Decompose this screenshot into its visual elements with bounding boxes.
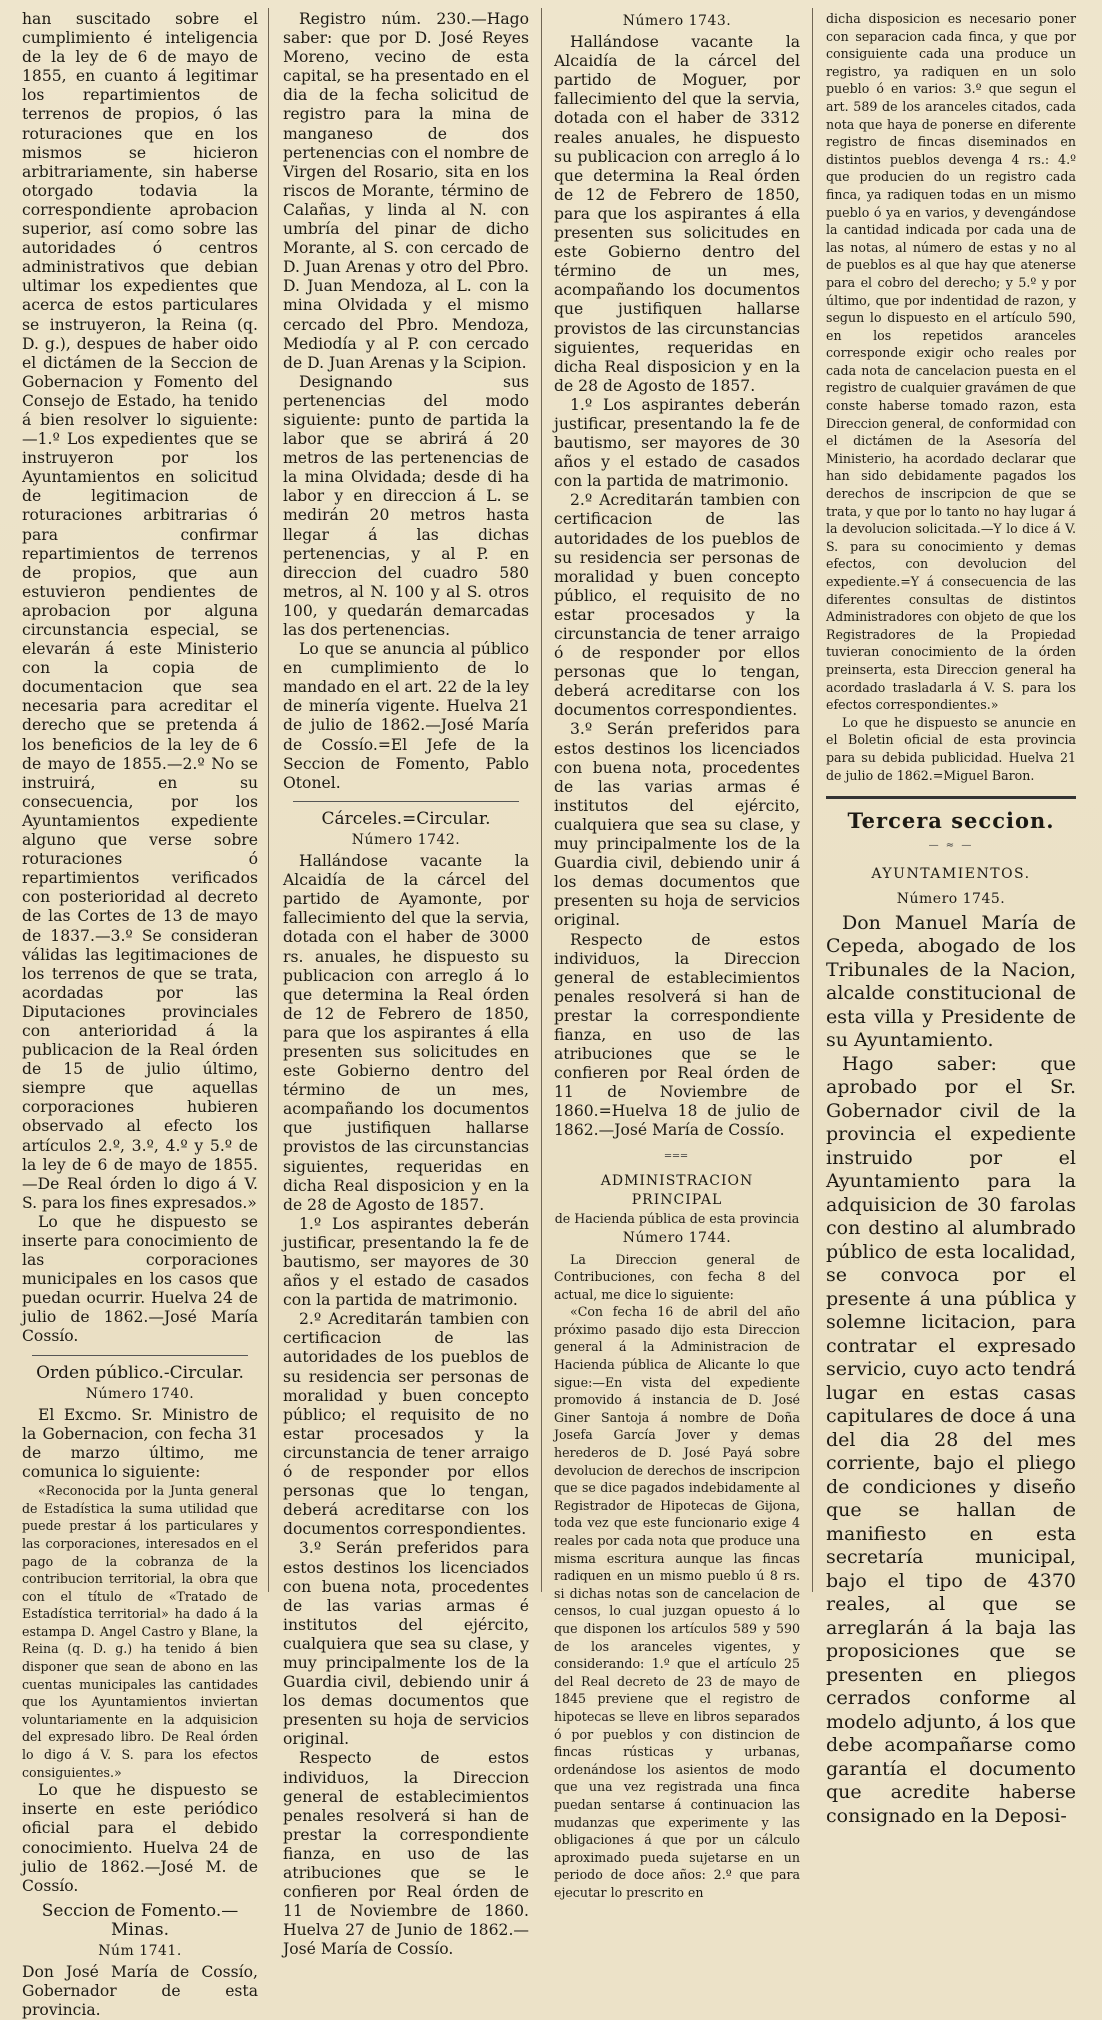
article-text: han suscitado sobre el cumplimiento é inteligencia de la ley de 6 de mayo de 1855, en cuanto á legitimar los repartimientos de terrenos de propios, ó las roturaciones que en los mismos se hicieron arbitrariamente, sin haberse otorgado todavia la correspondiente aprobacion superior, así como sobre las autoridades ó centros administrativos que debian ultimar los expedientes que acerca de estos particulares se instruyeron, la Reina (q. D. g.), despues de haber oido el dictámen de la Seccion de Gobernacion y Fomento del Consejo de Estado, ha tenido á bien resolver lo siguiente: —1.º Los expedientes que se instruyeron por los Ayuntamientos en solicitud de legitimacion de roturaciones arbitrarias ó para confirmar repartimientos de terrenos de propios, que aun estuvieron pendientes de aprobacion por alguna circunstancia especial, se elevarán á este Ministerio con la copia de documentacion que sea necesaria para acreditar el derecho que se pretenda á los beneficios de la ley de 6 de mayo de 1855.—2.º No se instruirá, en su consecuencia, por los Ayuntamientos expediente alguno que verse sobre roturaciones ó repartimientos verificados con posterioridad al decreto de las Cortes de 13 de mayo de 1837.—3.º Se consideran válidas las legitimaciones de los terrenos de que se trata, acordadas por las Diputaciones provinciales con anterioridad á la publicacion de la Real órden de 15 de julio último, siempre que aquellas corporaciones hubieren observado al efecto los artículos 2.º, 3.º, 4.º y 5.º de la ley de 6 de mayo de 1855.—De Real órden lo digo á V. S. para los fines expresados.» — [22, 10, 258, 1212]
item-number: Número 1742. — [351, 831, 461, 848]
article-text: Hago saber: que aprobado por el Sr. Gobernador civil de la provincia el expediente instruido por el Ayuntamiento para la adquisicion de 30 farolas con destino al alumbrado público de esta localidad, se convoca por el presente á una pública y solemne licitacion, para contratar el expresado servicio, cuyo acto tendrá lugar en estas casas capitulares de doce á una del dia 28 del mes corriente, bajo el pliego de condiciones y diseño que se hallan de manifiesto en esta secretaría municipal, bajo el tipo de 4370 reales, al que se arreglarán á la baja las proposiciones que se presenten en pliegos cerrados conforme al modelo adjunto, á los que debe acompañarse como garantía el documento que acredite haberse consignado en la Deposi- — [826, 1052, 1076, 1827]
separator — [293, 801, 519, 802]
item-number: Número 1745. — [896, 891, 1006, 908]
article-text: 1.º Los aspirantes deberán justificar, presentando la fe de bautismo, ser mayores de 30 años y el estado de casados con la partida de matrimonio. — [554, 395, 800, 491]
section-heading: ADMINISTRACION PRINCIPAL — [600, 1172, 754, 1208]
column-rule — [541, 8, 542, 1592]
section-subheading: AYUNTAMIENTOS. — [871, 866, 1031, 883]
ornament-rule: ═══ — [664, 1150, 690, 1162]
article-text: Lo que he dispuesto se inserte para conocimiento de las corporaciones municipales en los casos que puedan ocurrir. Huelva 24 de julio de 1862.—José María Cossío. — [22, 1212, 258, 1346]
column-3 — [554, 10, 800, 1900]
article-text: Don José María de Cossío, Gobernador de esta provincia. — [22, 1963, 258, 2020]
article-text: Hallándose vacante la Alcaidía de la cárcel del partido de Moguer, por fallecimiento del que la servia, dotada con el haber de 3312 reales anuales, he dispuesto su publicacion con arreglo á lo que determina la Real órden de 12 de Febrero de 1850, para que los aspirantes á ella presenten sus solicitudes en este Gobierno dentro del término de un mes, acompañando los documentos que justifiquen hallarse provistos de las circunstancias siguientes, requeridas en dicha Real disposicion y en la de 28 de Agosto de 1857. — [554, 33, 800, 395]
article-text: Designando sus pertenencias del modo siguiente: punto de partida la labor que se abrirá á 20 metros de las pertenencias de la mina Olvidada; desde di ha labor y en direccion á L. se medirán 20 metros hasta llegar á las dichas pertenencias, y al P. en direccion del cuadro 580 metros, al N. 100 y al S. otros 100, y quedarán demarcadas las dos pertenencias. — [283, 372, 529, 639]
section-title: Tercera seccion. — [847, 808, 1055, 834]
section-heading: Seccion de Fomento.—Minas. — [41, 1900, 239, 1940]
separator — [826, 796, 1076, 799]
article-text: Respecto de estos individuos, la Direccion general de establecimientos penales resolverá si han de prestar la correspondiente fianza, en uso de las atribuciones que se le confieren por Real órden de 11 de Noviembre de 1860. Huelva 27 de Junio de 1862.—José María de Cossío. — [283, 1749, 529, 1959]
item-number: Número 1744. — [622, 1230, 732, 1247]
article-text: Lo que he dispuesto se anuncie en el Boletin oficial de esta provincia para su debida publicidad. Huelva 21 de julio de 1862.=Miguel Baron. — [826, 714, 1076, 783]
column-rule — [812, 8, 813, 1592]
article-text: 1.º Los aspirantes deberán justificar, presentando la fe de bautismo, ser mayores de 30 años y el estado de casados con la partida de matrimonio. — [283, 1214, 529, 1310]
article-text: Don Manuel María de Cepeda, abogado de los Tribunales de la Nacion, alcalde constitucional de esta villa y Presidente de su Ayuntamiento. — [826, 911, 1076, 1051]
section-subheading: de Hacienda pública de esta provincia — [554, 1210, 800, 1226]
ornament-rule: — ≈ — — [928, 840, 974, 852]
item-number: Número 1740. — [85, 1385, 195, 1402]
column-1 — [22, 10, 258, 2020]
quoted-text: «Reconocida por la Junta general de Estadística la suma utilidad que puede prestar á los particulares y las corporaciones, interesados en el pago de la cobranza de la contribucion territorial, la obra que con el título de «Tratado de Estadística territorial» ha dado á la estampa D. Angel Castro y Blane, la Reina (q. D. g.) ha tenido á bien disponer que sean de abono en las cuentas municipales las cantidades que los Ayuntamientos inviertan voluntariamente en la adquisicion del expresado libro. De Real órden lo digo á V. S. para los efectos consiguientes.» — [22, 1483, 258, 1780]
column-2 — [283, 10, 529, 1959]
column-rule — [268, 8, 269, 1592]
article-text: Respecto de estos individuos, la Direccion general de establecimientos penales resolverá si han de prestar la correspondiente fianza, en uso de las atribuciones que se le confieren por Real órden de 11 de Noviembre de 1860.=Huelva 18 de julio de 1862.—José María de Cossío. — [554, 930, 800, 1140]
separator — [32, 1355, 248, 1356]
section-heading: Orden público.-Circular. — [36, 1362, 244, 1383]
article-text: El Excmo. Sr. Ministro de la Gobernacion, con fecha 31 de marzo último, me comunica lo siguiente: — [22, 1405, 258, 1482]
article-text: Registro núm. 230.—Hago saber: que por D. José Reyes Moreno, vecino de esta capital, se ha presentado en el dia de la fecha solicitud de registro para la mina de manganeso de dos pertenencias con el nombre de Virgen del Rosario, sita en los riscos de Morante, término de Calañas, y linda al N. con umbría del pinar de dicho Morante, al S. con cercado de D. Juan Arenas y otro del Pbro. D. Juan Mendoza, al L. con la mina Olvidada y el mismo cercado del Pbro. Mendoza, Mediodía y al P. con cercado de D. Juan Arenas y la Scipion. — [283, 10, 529, 372]
quoted-text: dicha disposicion es necesario poner con separacion cada finca, y que por consiguiente cada una produce un registro, ya radiquen en un solo pueblo ó en varios: 3.º que segun el art. 589 de los aranceles citados, cada nota que haya de ponerse en diferente registro de fincas diseminados en distintos pueblos devenga 4 rs.: 4.º que producien do un registro cada finca, ya radiquen todas en un mismo pueblo ó ya en varios, y devengándose la cantidad indicada por cada una de las notas, al número de estas y no al de pueblos es al que hay que atenerse para el cobro del derecho; y 5.º y por último, que por indentidad de razon, y segun lo dispuesto en el artículo 590, en los repetidos aranceles corresponde exigir ocho reales por cada nota de cancelacion puesta en el registro de cualquier gravámen de que conste haberse tomado razon, esta Direccion general, de conformidad con el dictámen de la Asesoría del Ministerio, ha acordado declarar que han sido debidamente pagados los derechos de inscripcion de que se trata, y que por lo tanto no hay lugar á la devolucion solicitada.—Y lo dice á V. S. para su conocimiento y demas efectos, con devolucion del expediente.=Y á consecuencia de las diferentes consultas de distintos Administradores con objeto de que los Registradores de la Propiedad tuvieran conocimiento de la órden preinserta, esta Direccion general ha acordado trasladarla á V. S. para los efectos correspondientes.» — [826, 11, 1076, 713]
section-heading: Cárceles.=Circular. — [321, 808, 491, 829]
article-text: 2.º Acreditarán tambien con certificacion de las autoridades de los pueblos de su residencia ser personas de moralidad y buen concepto público; el requisito de no estar procesados y la circunstancia de tener arraigo ó de responder por ellos personas que lo tengan, deberá acreditarse con los documentos correspondientes. — [283, 1310, 529, 1539]
article-text: 2.º Acreditarán tambien con certificacion de las autoridades de los pueblos de su residencia ser personas de moralidad y buen concepto público, el requisito de no estar procesados y la circunstancia de tener arraigo ó de responder por ellos personas que lo tengan, deberá acreditarse con los documentos correspondientes. — [554, 491, 800, 720]
article-text: 3.º Serán preferidos para estos destinos los licenciados con buena nota, procedentes de las varias armas é institutos del ejército, cualquiera que sea su clase, y muy principalmente los de la Guardia civil, debiendo unir á los demas documentos que presenten su hoja de servicios original. — [554, 720, 800, 930]
article-text: La Direccion general de Contribuciones, con fecha 8 del actual, me dice lo siguiente: — [554, 1251, 800, 1302]
article-text: 3.º Serán preferidos para estos destinos los licenciados con buena nota, procedentes de las varias armas é institutos del ejército, cualquiera que sea su clase, y muy principalmente los de la Guardia civil, debiendo unir á los demas documentos que presenten su hoja de servicios original. — [283, 1539, 529, 1749]
item-number: Núm 1741. — [98, 1942, 182, 1959]
article-text: Lo que se anuncia al público en cumplimiento de lo mandado en el art. 22 de la ley de minería vigente. Huelva 21 de julio de 1862.—José María de Cossío.=El Jefe de la Seccion de Fomento, Pablo Otonel. — [283, 640, 529, 792]
quoted-text: «Con fecha 16 de abril del año próximo pasado dijo esta Direccion general á la Administracion de Hacienda pública de Alicante lo que sigue:—En vista del expediente promovido á instancia de D. José Giner Santoja á nombre de Doña Josefa García Jover y demas herederos de D. José Payá sobre devolucion de derechos de inscripcion que se dice pagados indebidamente al Registrador de Hipotecas de Gijona, toda vez que este funcionario exige 4 reales por cada nota que produce una misma escritura aunque las fincas radiquen en un mismo pueblo ú 8 rs. si dichas notas son de cancelacion de censos, lo cual juzgan opuesto á lo que disponen los artículos 589 y 590 de los aranceles vigentes, y considerando: 1.º que el artículo 25 del Real decreto de 23 de mayo de 1845 previene que el registro de hipotecas se lleve en libros separados ó por pueblos y con distincion de fincas rústicas y urbanas, ordenándose los asientos de modo que una vez registrada una finca puedan sentarse á continuacion las mudanzas que experimente y las obligaciones á que por un cálculo aproximado pueda sujetarse en un periodo de doce años: 2.º que para ejecutar lo prescrito en — [554, 1304, 800, 1900]
article-text: Lo que he dispuesto se inserte en este periódico oficial para el debido conocimiento. Huelva 24 de julio de 1862.—José M. de Cossío. — [22, 1781, 258, 1895]
column-4 — [826, 10, 1076, 1827]
item-number: Número 1743. — [622, 13, 732, 29]
article-text: Hallándose vacante la Alcaidía de la cárcel del partido de Ayamonte, por fallecimiento del que la servia, dotada con el haber de 3000 rs. anuales, he dispuesto su publicacion con arreglo á lo que determina la Real órden de 12 de Febrero de 1850, para que los aspirantes á ella presenten sus solicitudes en este Gobierno dentro del término de un mes, acompañando los documentos que justifiquen hallarse provistos de las circunstancias siguientes, requeridas en dicha Real disposicion y en la de 28 de Agosto de 1857. — [283, 852, 529, 1214]
